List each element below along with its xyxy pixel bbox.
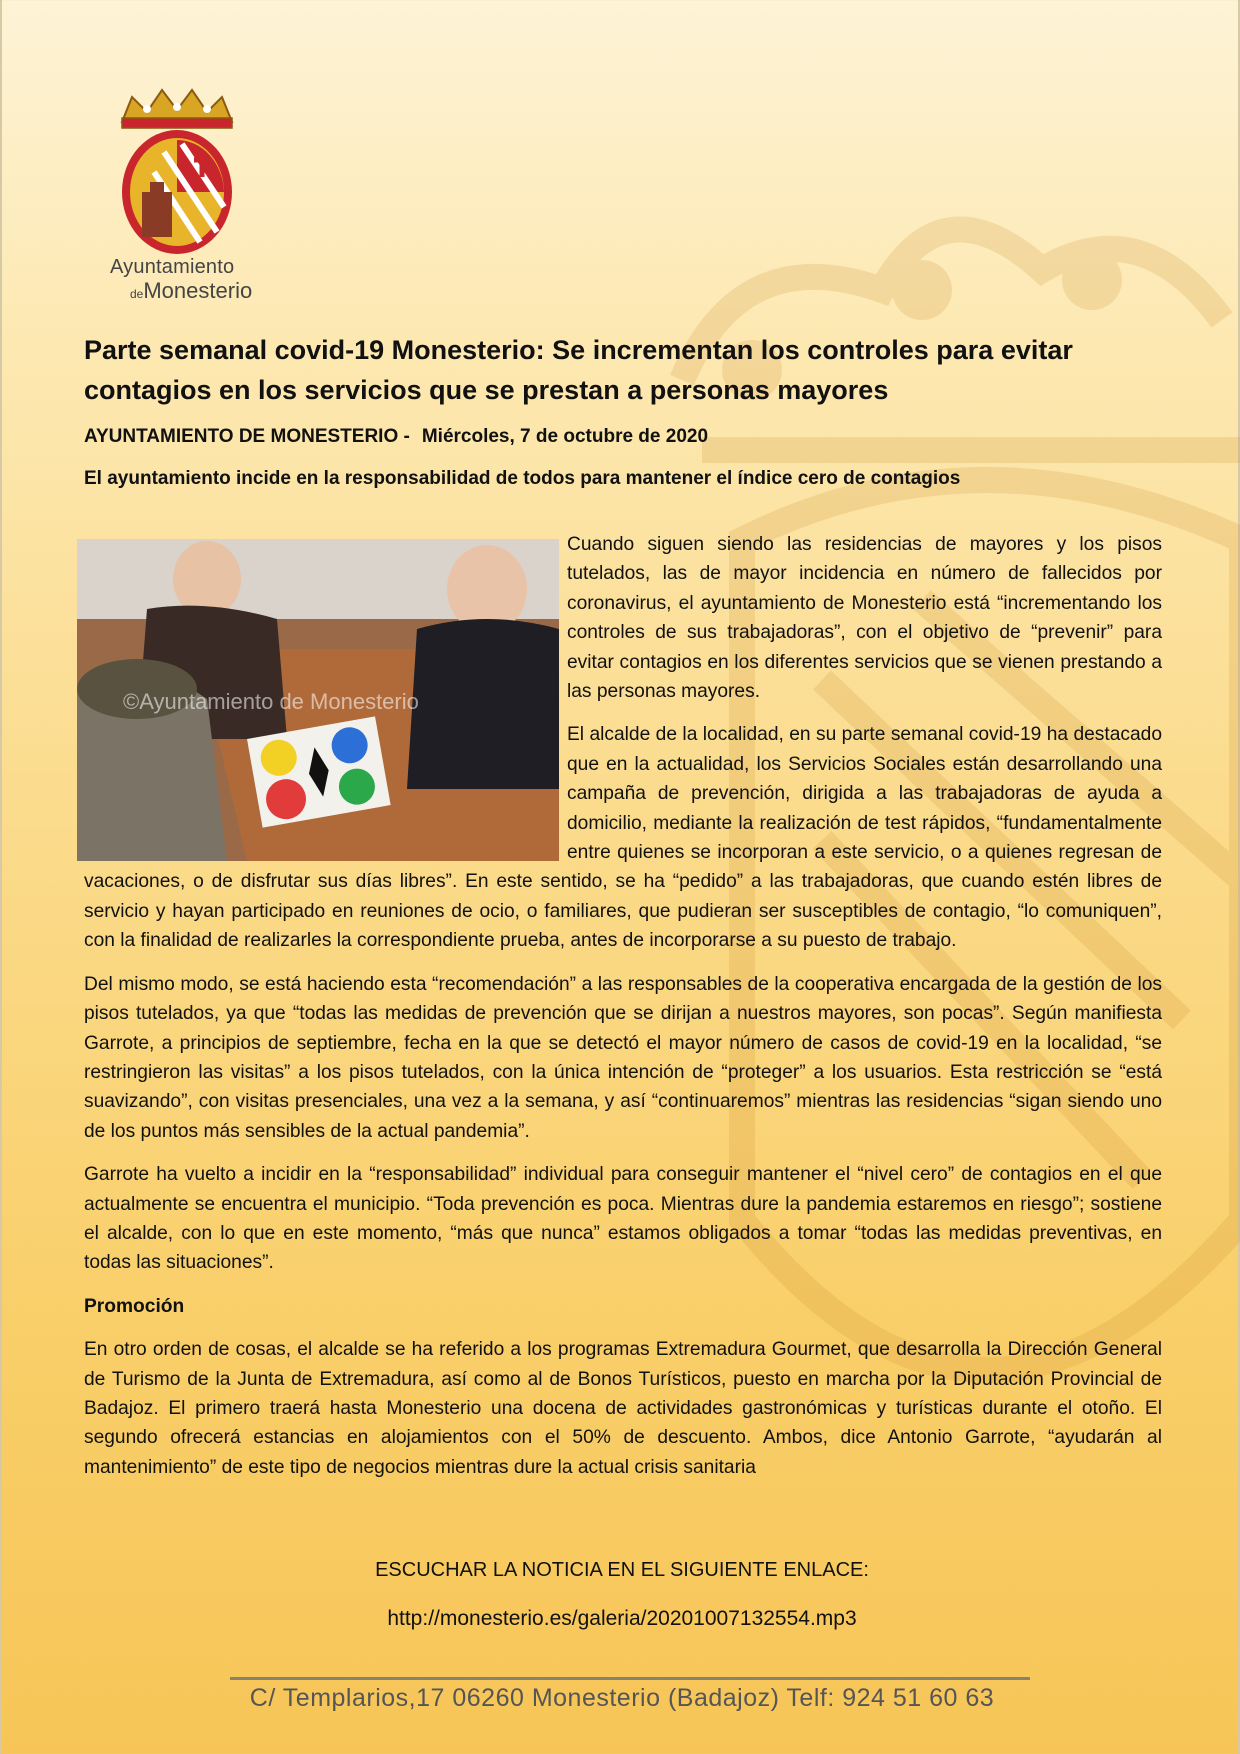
section-heading-promocion: Promoción: [84, 1295, 185, 1317]
footer-divider: [230, 1677, 1030, 1680]
byline-source: AYUNTAMIENTO DE MONESTERIO -: [84, 426, 410, 447]
article-subtitle: El ayuntamiento incide en la responsabilidad de todos para mantener el índice cero de contagios: [84, 468, 961, 489]
byline-date: Miércoles, 7 de octubre de 2020: [421, 426, 709, 447]
photo-watermark-caption: ©Ayuntamiento de Monesterio: [123, 689, 419, 714]
logo-text-ayuntamiento: Ayuntamiento: [110, 256, 235, 278]
article-body: [84, 530, 1162, 1496]
article-title: Parte semanal covid-19 Monesterio: Se incrementan los controles para evitar contagios en los servicios que se prestan a personas mayores: [84, 335, 1073, 405]
logo-text-monesterio: deMonesterio: [130, 278, 253, 303]
photo-illustration: [77, 539, 559, 861]
listen-label: ESCUCHAR LA NOTICIA EN EL SIGUIENTE ENLACE:: [375, 1559, 869, 1581]
paragraph-4: Garrote ha vuelto a incidir en la “responsabilidad” individual para conseguir mantener el “nivel cero” de contagios en el que actualmente se encuentra el municipio. “Toda prevención es poca. Mientras dure la pandemia estaremos en riesgo”; sostiene el alcalde, con lo que en este momento, “más que nunca” estamos obligados a tomar “todas las medidas preventivas, en todas las situaciones”.: [84, 1164, 1162, 1274]
paragraph-1: Cuando siguen siendo las residencias de mayores y los pisos tutelados, las de mayor incidencia en número de fallecidos por coronavirus, el ayuntamiento de Monesterio está “incrementando los controles de sus trabajadoras”, con el objetivo de “prevenir” para evitar contagios en los diferentes servicios que se vienen prestando a las personas mayores.: [567, 534, 1162, 703]
article-header: [84, 330, 1164, 490]
paragraph-2: El alcalde de la localidad, en su parte semanal covid-19 ha destacado que en la actualidad, los Servicios Sociales están desarrollando una campaña de prevención, dirigida a las trabajadoras de ayuda a domicilio, mediante la realización de test rápidos, “fundamentalmente entre quienes se incorporan a este servicio, o a quienes regresan de vacaciones, o de disfrutar sus días libres”. En este sentido, se ha “pedido” a las trabajadoras, que cuando estén libres de servicio y hayan participado en reuniones de ocio, o familiares, que pudieran ser susceptibles de contagio, “lo comuniquen”, con la finalidad de realizarles la correspondiente prueba, antes de incorporarse a su puesto de trabajo.: [84, 724, 1162, 952]
footer-address: C/ Templarios,17 06260 Monesterio (Badajoz) Telf: 924 51 60 63: [249, 1684, 995, 1712]
paragraph-promocion: En otro orden de cosas, el alcalde se ha referido a los programas Extremadura Gourmet, que desarrolla la Dirección General de Turismo de la Junta de Extremadura, así como al de Bonos Turísticos, puesto en marcha por la Diputación Provincial de Badajoz. El primero traerá hasta Monesterio una docena de actividades gastronómicas y turísticas durante el otoño. El segundo ofrecerá estancias en alojamientos con el 50% de descuento. Ambos, dice Antonio Garrote, “ayudarán al mantenimiento” de este tipo de negocios mientras dure la actual crisis sanitaria: [84, 1339, 1162, 1478]
paragraph-3: Del mismo modo, se está haciendo esta “recomendación” a las responsables de la cooperativa encargada de la gestión de los pisos tutelados, ya que “todas las medidas de prevención que se dirijan a nuestros mayores, son pocas”. Según manifiesta Garrote, a principios de septiembre, fecha en la que se detectó el mayor número de casos de covid-19 en la localidad, “se restringieron las visitas” a los pisos tutelados, con la única intención de “proteger” a los usuarios. Esta restricción se “está suavizando”, con visitas presenciales, una vez a la semana, y así “continuaremos” mientras las residencias “sigan siendo uno de los puntos más sensibles de la actual pandemia”.: [84, 973, 1162, 1142]
byline: [84, 426, 1164, 448]
audio-link[interactable]: http://monesterio.es/galeria/20201007132554.mp3: [387, 1607, 857, 1630]
article-photo: [77, 539, 559, 861]
